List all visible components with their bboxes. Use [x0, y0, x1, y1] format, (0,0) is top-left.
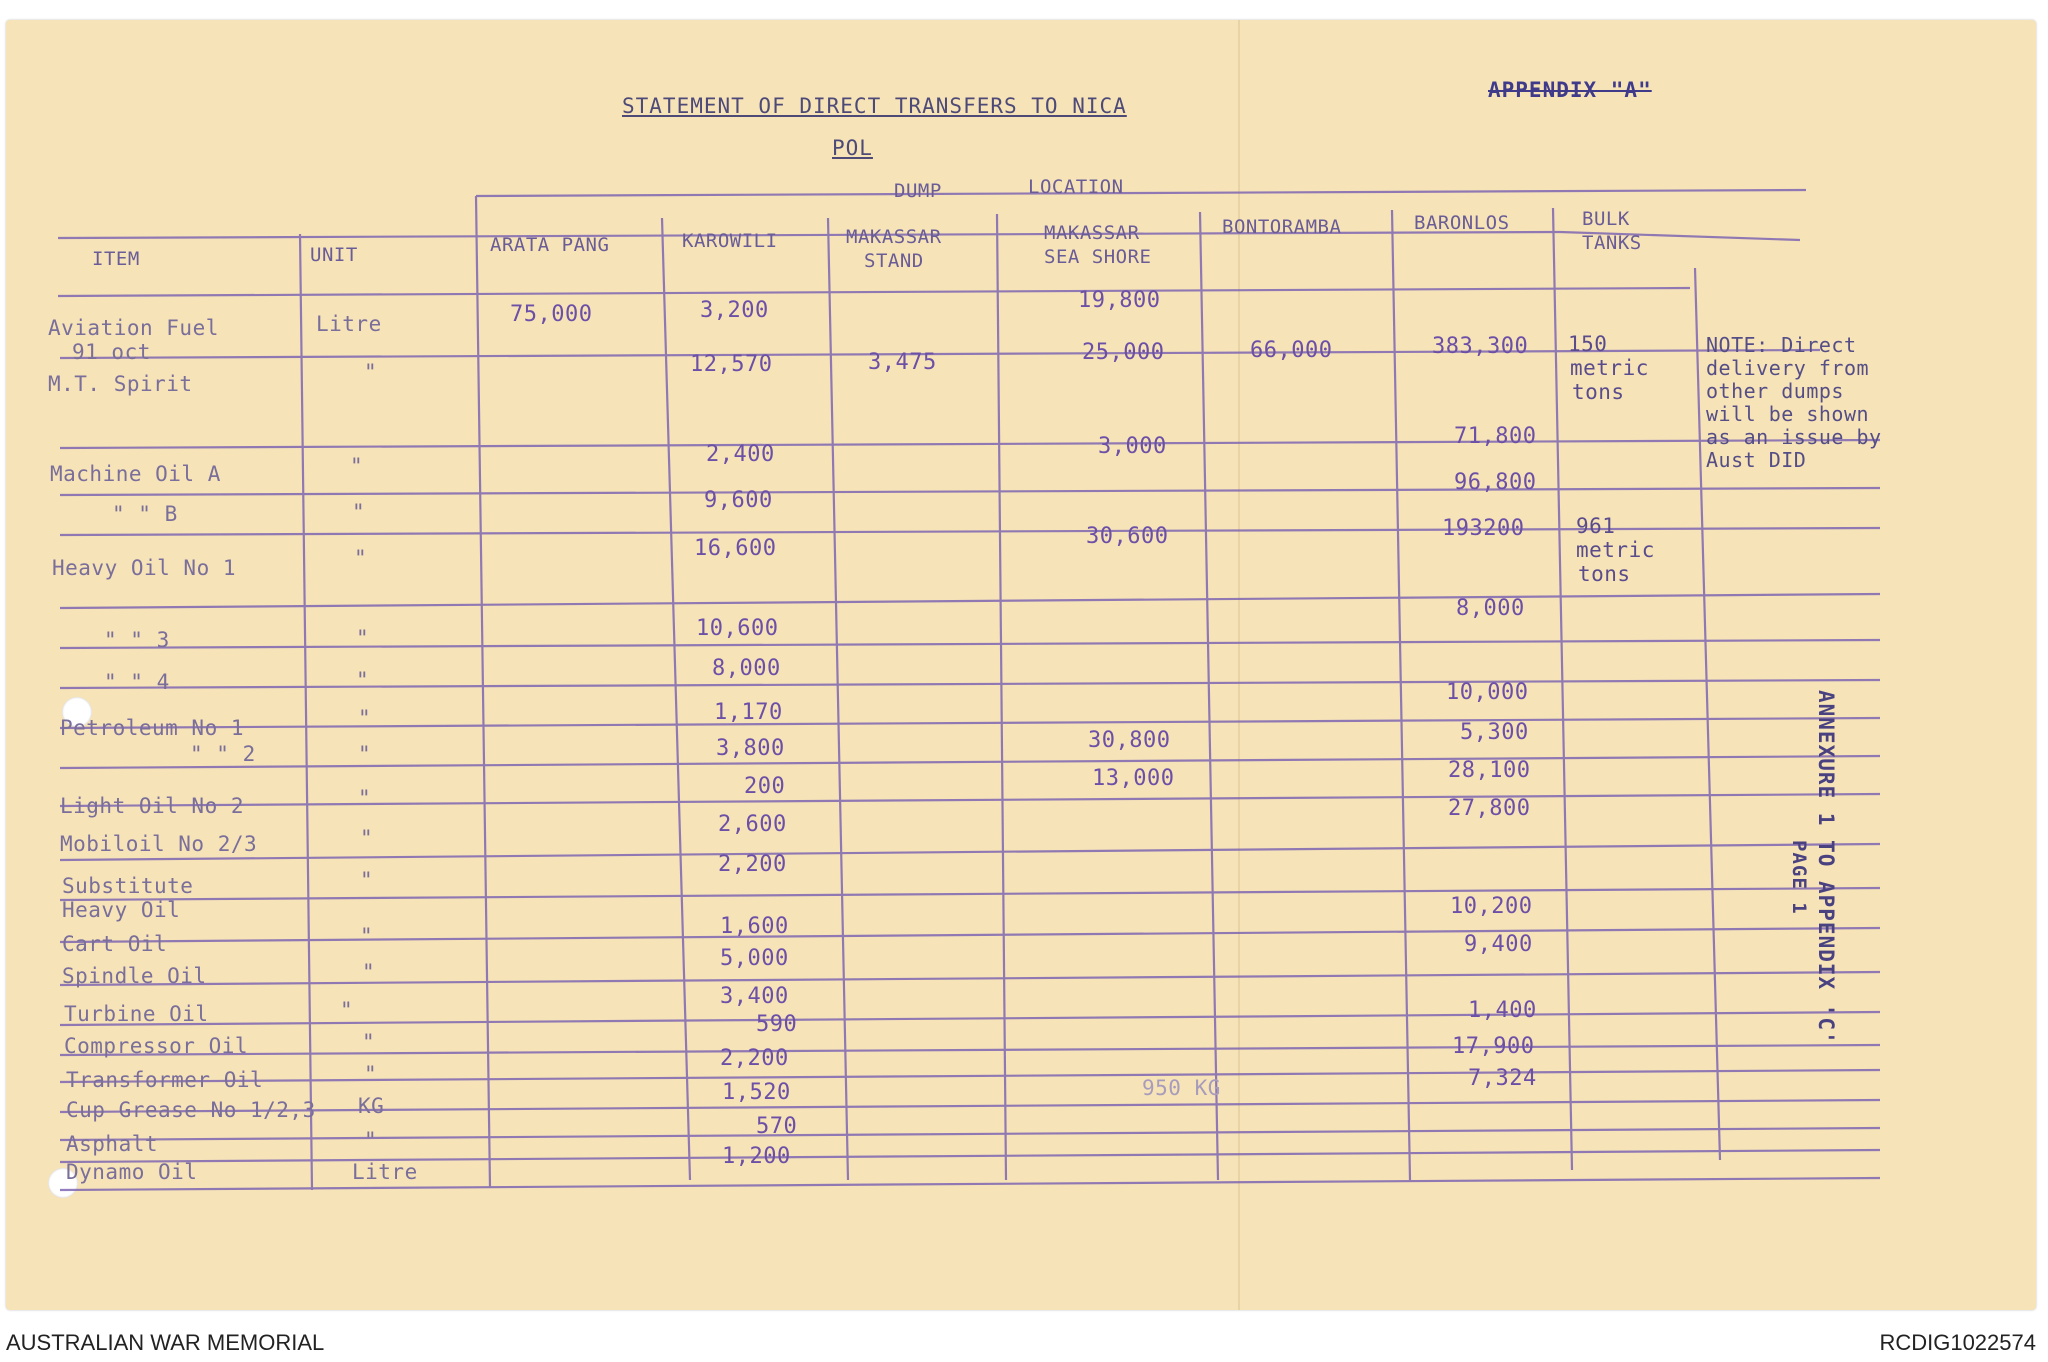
value-cell: 75,000 — [510, 302, 593, 327]
value-cell: 383,300 — [1432, 334, 1529, 359]
value-cell: 3,475 — [868, 350, 937, 375]
group-header-location: LOCATION — [1028, 176, 1124, 198]
value-cell: 12,570 — [690, 352, 773, 377]
value-cell: 8,000 — [712, 656, 781, 681]
value-cell: 30,800 — [1088, 728, 1171, 753]
unit-cell: Litre — [352, 1160, 418, 1184]
bulk-qty: 961 — [1576, 514, 1616, 538]
item-label: Aviation Fuel — [48, 316, 219, 340]
item-label: Asphalt — [66, 1132, 159, 1156]
unit-cell: " — [358, 742, 372, 766]
header-bulk-tanks: BULK — [1582, 208, 1630, 230]
value-cell: 1,200 — [722, 1144, 791, 1169]
value-cell: 25,000 — [1082, 340, 1165, 365]
unit-cell: " — [358, 706, 372, 730]
header-arata-pang: ARATA PANG — [490, 234, 610, 256]
value-cell: 96,800 — [1454, 470, 1537, 495]
header-makassar-stand: MAKASSAR — [846, 226, 942, 248]
unit-cell: " — [364, 360, 378, 384]
value-cell: 2,200 — [720, 1046, 789, 1071]
header-baronlos: BARONLOS — [1414, 212, 1510, 234]
value-cell: 193200 — [1442, 516, 1525, 541]
header-unit: UNIT — [310, 244, 358, 266]
value-cell: 71,800 — [1454, 424, 1537, 449]
unit-cell: " — [362, 1030, 376, 1054]
item-label: " " 4 — [104, 670, 170, 694]
value-cell: 570 — [756, 1114, 798, 1139]
page-label: PAGE 1 — [1788, 840, 1810, 915]
item-label: Mobiloil No 2/3 — [60, 832, 258, 856]
item-label: Petroleum No 1 — [60, 716, 245, 740]
item-label: Machine Oil A — [50, 462, 221, 486]
value-cell: 27,800 — [1448, 796, 1531, 821]
value-cell: 3,000 — [1098, 434, 1167, 459]
value-cell: 1,600 — [720, 914, 789, 939]
document-subtitle: POL — [832, 136, 873, 160]
bulk-unit: metric — [1576, 538, 1655, 562]
value-cell: 5,300 — [1460, 720, 1529, 745]
unit-cell: " — [360, 826, 374, 850]
unit-cell: " — [360, 868, 374, 892]
unit-cell: " — [350, 454, 364, 478]
value-cell: 10,600 — [696, 616, 779, 641]
note-text: NOTE: Direct delivery from other dumps will be shown as an issue by Aust DID — [1706, 333, 1882, 472]
unit-cell: " — [362, 960, 376, 984]
value-cell: 7,324 — [1468, 1066, 1537, 1091]
item-label: Heavy Oil No 1 — [52, 556, 237, 580]
unit-cell: " — [356, 626, 370, 650]
group-header-dump: DUMP — [894, 180, 942, 202]
value-cell: 13,000 — [1092, 766, 1175, 791]
value-cell: 1,170 — [714, 700, 783, 725]
value-cell: 200 — [744, 774, 786, 799]
value-cell: 9,600 — [704, 488, 773, 513]
bulk-qty: 150 — [1568, 332, 1608, 356]
stray-text: 950 KG — [1142, 1076, 1221, 1100]
annexure-label: ANNEXURE 1 TO APPENDIX 'C' — [1814, 690, 1838, 1045]
value-cell: 2,600 — [718, 812, 787, 837]
value-cell: 3,800 — [716, 736, 785, 761]
bulk-unit: metric — [1570, 356, 1649, 380]
header-karowili: KAROWILI — [682, 230, 778, 252]
value-cell: 5,000 — [720, 946, 789, 971]
item-label: Turbine Oil — [64, 1002, 209, 1026]
value-cell: 8,000 — [1456, 596, 1525, 621]
header-bontoramba: BONTORAMBA — [1222, 216, 1342, 238]
value-cell: 19,800 — [1078, 288, 1161, 313]
appendix-label: APPENDIX "A" — [1488, 78, 1652, 102]
header-makassar-sea: MAKASSAR — [1044, 222, 1140, 244]
unit-cell: " — [364, 1062, 378, 1086]
value-cell: 30,600 — [1086, 524, 1169, 549]
unit-cell: KG — [358, 1094, 385, 1118]
value-cell: 2,400 — [706, 442, 775, 467]
item-label: Cart Oil — [62, 932, 168, 956]
item-label: Heavy Oil — [62, 898, 181, 922]
item-label: Light Oil No 2 — [60, 794, 245, 818]
value-cell: 10,200 — [1450, 894, 1533, 919]
bulk-unit: tons — [1578, 562, 1631, 586]
unit-cell: " — [354, 546, 368, 570]
value-cell: 16,600 — [694, 536, 777, 561]
item-label: " " 3 — [104, 628, 170, 652]
value-cell: 590 — [756, 1012, 798, 1037]
value-cell: 2,200 — [718, 852, 787, 877]
item-label: Dynamo Oil — [66, 1160, 198, 1184]
item-label: 91 oct — [72, 340, 151, 364]
unit-cell: " — [364, 1128, 378, 1152]
unit-cell: " — [340, 998, 354, 1022]
unit-cell: " — [358, 786, 372, 810]
item-label: Transformer Oil — [66, 1068, 264, 1092]
footer-left: AUSTRALIAN WAR MEMORIAL — [6, 1330, 325, 1355]
footer-right: RCDIG1022574 — [1879, 1330, 2036, 1355]
unit-cell: Litre — [316, 312, 382, 336]
unit-cell: " — [356, 668, 370, 692]
header-makassar-stand: STAND — [864, 250, 924, 272]
value-cell: 66,000 — [1250, 338, 1333, 363]
header-bulk-tanks: TANKS — [1582, 232, 1642, 254]
item-label: M.T. Spirit — [48, 372, 193, 396]
document-title: STATEMENT OF DIRECT TRANSFERS TO NICA — [622, 94, 1127, 118]
item-label: " " 2 — [190, 742, 256, 766]
value-cell: 10,000 — [1446, 680, 1529, 705]
item-label: Compressor Oil — [64, 1034, 249, 1058]
value-cell: 9,400 — [1464, 932, 1533, 957]
value-cell: 3,200 — [700, 298, 769, 323]
item-label: Cup Grease No 1/2,3 — [66, 1098, 316, 1122]
item-label: " " B — [112, 502, 178, 526]
bulk-unit: tons — [1572, 380, 1625, 404]
value-cell: 28,100 — [1448, 758, 1531, 783]
header-item: ITEM — [92, 248, 140, 270]
value-cell: 3,400 — [720, 984, 789, 1009]
value-cell: 1,400 — [1468, 998, 1537, 1023]
item-label: Substitute — [62, 874, 194, 898]
value-cell: 17,900 — [1452, 1034, 1535, 1059]
value-cell: 1,520 — [722, 1080, 791, 1105]
item-label: Spindle Oil — [62, 964, 207, 988]
header-makassar-sea: SEA SHORE — [1044, 246, 1152, 268]
unit-cell: " — [352, 500, 366, 524]
unit-cell: " — [360, 924, 374, 948]
